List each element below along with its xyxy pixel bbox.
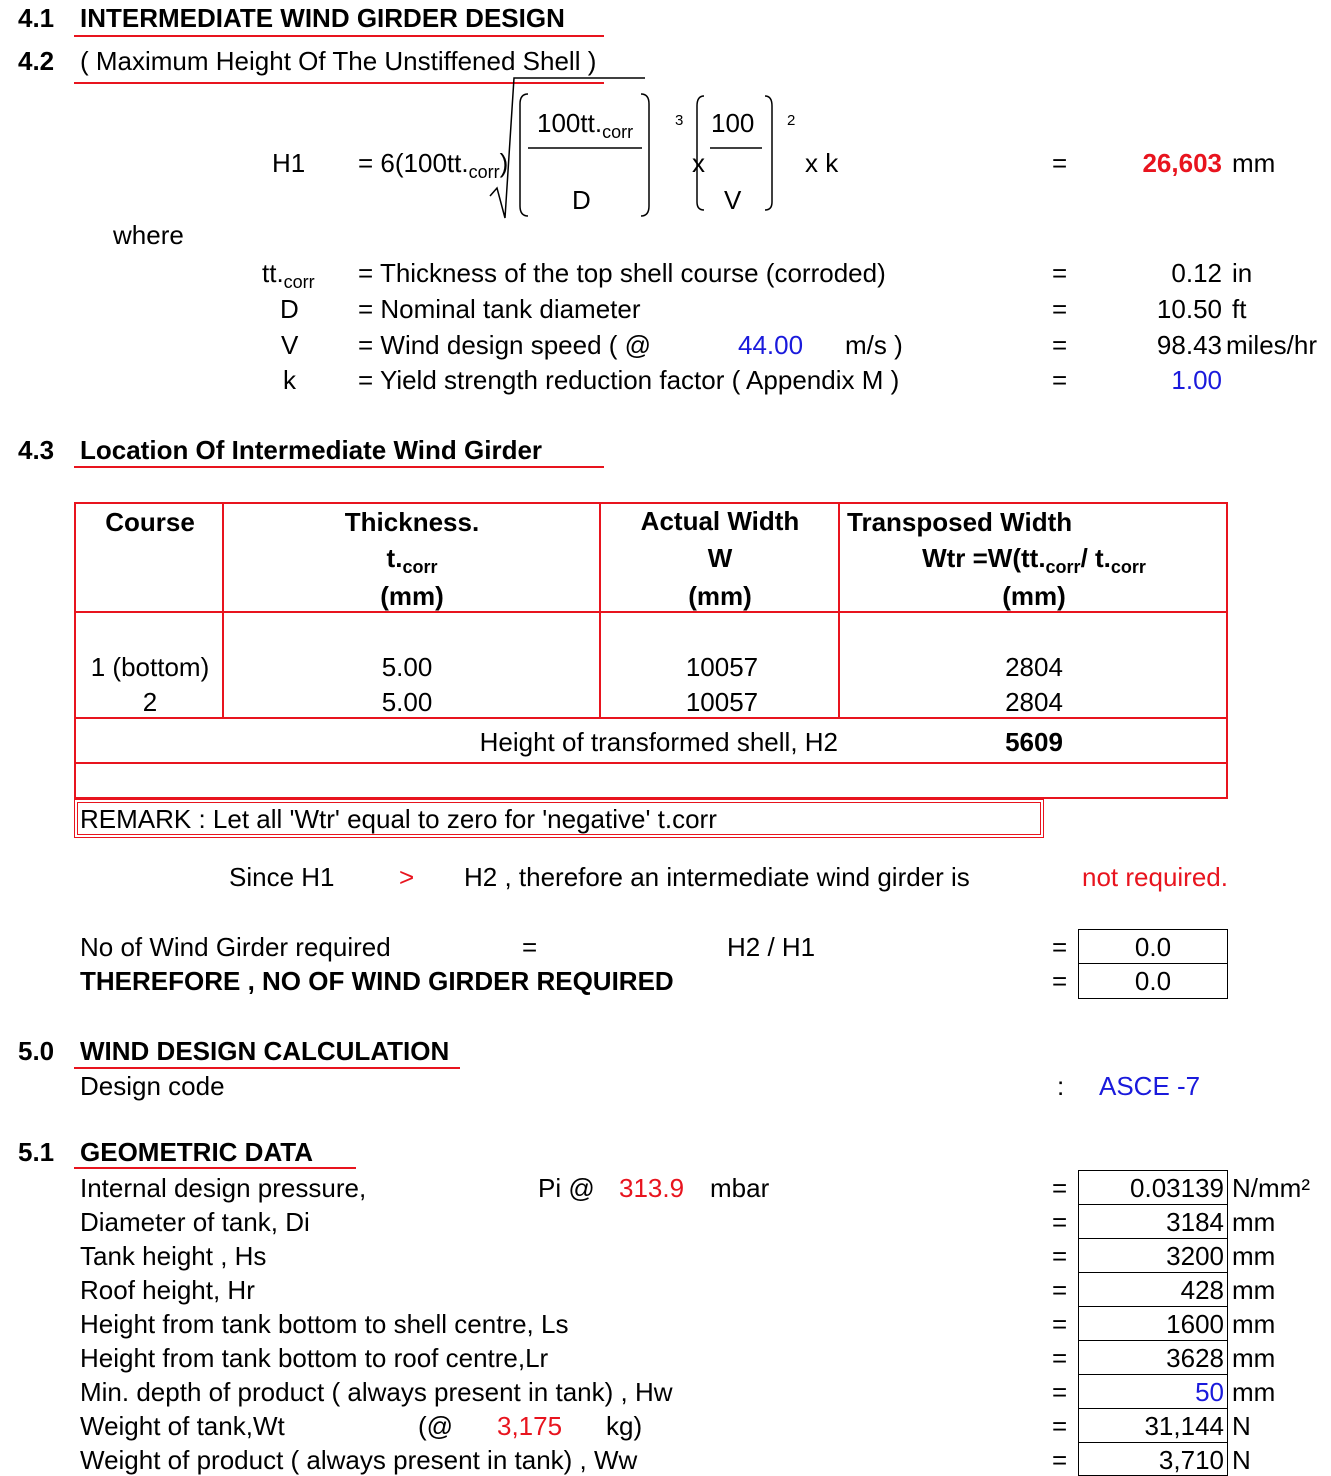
formula-equals: = — [1052, 148, 1068, 178]
girders-formula: H2 / H1 — [727, 932, 816, 962]
formula-prefix: = $6(100tt._{corr})$ — [358, 148, 509, 182]
girders-equals: = — [1052, 966, 1068, 996]
geo-label: Internal design pressure, — [80, 1173, 367, 1203]
design-code-value: ASCE -7 — [1099, 1071, 1201, 1101]
geo-equals: = — [1052, 1343, 1068, 1373]
param-value: 0.12 — [1171, 258, 1222, 288]
col-header-thickness-symbol: $t._{corr}$ — [386, 543, 438, 577]
geo-label: Diameter of tank, Di — [80, 1207, 310, 1237]
geo-unit: mm — [1232, 1343, 1276, 1373]
geo-equals: = — [1052, 1241, 1068, 1271]
fraction2-denominator: V — [724, 185, 742, 215]
formula-lhs: H1 — [272, 148, 306, 178]
param-equals: = — [1052, 365, 1068, 395]
geo-equals: = — [1052, 1309, 1068, 1339]
h1-unit: mm — [1232, 148, 1276, 178]
param-unit: ft — [1232, 294, 1247, 324]
col-header-transposed-unit: (mm) — [1002, 581, 1066, 611]
geo-equals: = — [1052, 1207, 1068, 1237]
cell-course: 2 — [142, 687, 158, 717]
h2-label: Height of transformed shell, H2 — [479, 727, 838, 757]
section-number-4-2: 4.2 — [18, 46, 55, 76]
geo-mid-value: 3,175 — [497, 1411, 563, 1441]
section-title-4-1: INTERMEDIATE WIND GIRDER DESIGN — [80, 3, 565, 33]
girders-equals: = — [522, 932, 538, 962]
param-equals: = — [1052, 294, 1068, 324]
param-desc: = Nominal tank diameter — [358, 294, 641, 324]
col-header-width-unit: (mm) — [688, 581, 752, 611]
geo-label: Height from tank bottom to shell centre, Ls — [80, 1309, 569, 1339]
col-header-width: Actual Width — [640, 506, 800, 536]
since-h1: Since H1 — [229, 862, 335, 892]
geo-equals: = — [1052, 1377, 1068, 1407]
geo-equals: = — [1052, 1173, 1068, 1203]
col-header-transposed-formula: Wtr $=W(tt._{corr}/$ $t._{corr}$ — [922, 543, 1146, 577]
wind-speed-input: 44.00 — [738, 330, 804, 360]
geo-value: 428 — [1180, 1275, 1224, 1305]
geo-unit: N — [1232, 1411, 1251, 1441]
param-desc: = Thickness of the top shell course (corroded) — [358, 258, 886, 288]
col-header-transposed: Transposed Width — [847, 507, 1073, 537]
cell-width: 10057 — [685, 687, 759, 717]
girder-result: not required. — [1082, 862, 1228, 892]
wind-speed-unit: m/s ) — [845, 330, 903, 360]
geo-mid-unit: kg) — [606, 1411, 643, 1441]
formula-times-k: x k — [805, 148, 839, 178]
section-title-5-1: GEOMETRIC DATA — [80, 1137, 314, 1167]
param-value: 1.00 — [1171, 365, 1222, 395]
exponent-2: 2 — [787, 112, 796, 129]
geo-value: 3,710 — [1158, 1445, 1224, 1475]
since-operator: > — [399, 862, 415, 892]
section-title-4-3: Location Of Intermediate Wind Girder — [80, 435, 543, 465]
geo-value: 31,144 — [1144, 1411, 1224, 1441]
table-border — [74, 717, 1228, 719]
design-code-colon: : — [1057, 1071, 1065, 1101]
geo-value: 50 — [1195, 1377, 1224, 1407]
girders-total-label: THEREFORE , NO OF WIND GIRDER REQUIRED — [80, 966, 674, 996]
geo-mid-unit: mbar — [710, 1173, 770, 1203]
param-desc: = Wind design speed ( @ — [358, 330, 652, 360]
section-title-5-0: WIND DESIGN CALCULATION — [80, 1036, 450, 1066]
geo-equals: = — [1052, 1445, 1068, 1475]
param-symbol: $tt._{corr}$ — [262, 258, 315, 292]
cell-transposed: 2804 — [1005, 687, 1063, 717]
section-number-5-0: 5.0 — [18, 1036, 55, 1066]
param-unit: in — [1232, 258, 1253, 288]
geo-unit: mm — [1232, 1241, 1276, 1271]
geo-unit: N/mm² — [1232, 1173, 1310, 1203]
section-title-4-2: ( Maximum Height Of The Unstiffened Shell ) — [80, 46, 597, 76]
section-number-4-3: 4.3 — [18, 435, 55, 465]
param-value: 10.50 — [1156, 294, 1222, 324]
girders-label: No of Wind Girder required — [80, 932, 391, 962]
geo-mid-prefix: (@ — [418, 1411, 454, 1441]
geo-value: 1600 — [1166, 1309, 1224, 1339]
param-unit: miles/hr — [1226, 330, 1318, 360]
param-desc: = Yield strength reduction factor ( Appendix M ) — [358, 365, 900, 395]
exponent-3: 3 — [675, 112, 684, 129]
fraction1-denominator: D — [572, 185, 591, 215]
where-label: where — [113, 220, 184, 250]
geo-label: Height from tank bottom to roof centre,Lr — [80, 1343, 549, 1373]
geo-equals: = — [1052, 1411, 1068, 1441]
geo-value: 0.03139 — [1130, 1173, 1224, 1203]
title-underline — [74, 1167, 356, 1169]
geo-label: Min. depth of product ( always present in tank) , Hw — [80, 1377, 673, 1407]
table-border — [74, 502, 1228, 504]
title-underline — [74, 1067, 460, 1069]
title-underline — [74, 466, 604, 468]
h2-value: 5609 — [1005, 727, 1063, 757]
fraction2-numerator: 100 — [711, 108, 755, 138]
cell-width: 10057 — [685, 652, 759, 682]
remark-text: REMARK : Let all 'Wtr' equal to zero for 'negative' t.corr — [80, 804, 717, 834]
geo-label: Roof height, Hr — [80, 1275, 255, 1305]
cell-thickness: 5.00 — [381, 652, 433, 682]
fraction1-numerator: $100tt._{corr}$ — [537, 108, 634, 142]
section-number-4-1: 4.1 — [18, 3, 55, 33]
table-border — [74, 502, 76, 799]
table-border — [74, 611, 1228, 613]
design-code-label: Design code — [80, 1071, 225, 1101]
formula-graphics — [0, 0, 1331, 230]
h1-result: 26,603 — [1142, 148, 1222, 178]
geo-mid-prefix: Pi @ — [538, 1173, 595, 1203]
col-header-course: Course — [105, 507, 195, 537]
geo-unit: N — [1232, 1445, 1251, 1475]
girders-equals: = — [1052, 932, 1068, 962]
geo-unit: mm — [1232, 1275, 1276, 1305]
formula-times: x — [692, 148, 705, 178]
geo-value: 3184 — [1166, 1207, 1224, 1237]
param-equals: = — [1052, 258, 1068, 288]
param-symbol: D — [280, 294, 299, 324]
geo-equals: = — [1052, 1275, 1068, 1305]
param-symbol: V — [281, 330, 299, 360]
geo-value: 3200 — [1166, 1241, 1224, 1271]
geo-unit: mm — [1232, 1309, 1276, 1339]
girders-value: 0.0 — [1134, 932, 1172, 962]
geo-label: Weight of product ( always present in tank) , Ww — [80, 1445, 638, 1475]
geo-unit: mm — [1232, 1377, 1276, 1407]
since-h2: H2 , therefore an intermediate wind girder is — [464, 862, 970, 892]
cell-transposed: 2804 — [1005, 652, 1063, 682]
col-header-thickness-unit: (mm) — [380, 581, 444, 611]
geo-label: Tank height , Hs — [80, 1241, 267, 1271]
girders-total-value: 0.0 — [1134, 966, 1172, 996]
section-number-5-1: 5.1 — [18, 1137, 55, 1167]
geo-mid-value: 313.9 — [619, 1173, 685, 1203]
param-symbol: k — [283, 365, 296, 395]
geo-value: 3628 — [1166, 1343, 1224, 1373]
cell-thickness: 5.00 — [381, 687, 433, 717]
param-value: 98.43 — [1156, 330, 1222, 360]
col-header-thickness: Thickness. — [344, 507, 480, 537]
col-header-width-symbol: W — [707, 543, 733, 573]
geo-label: Weight of tank,Wt — [80, 1411, 285, 1441]
param-equals: = — [1052, 330, 1068, 360]
geo-unit: mm — [1232, 1207, 1276, 1237]
cell-course: 1 (bottom) — [90, 652, 210, 682]
table-border — [74, 762, 1228, 764]
